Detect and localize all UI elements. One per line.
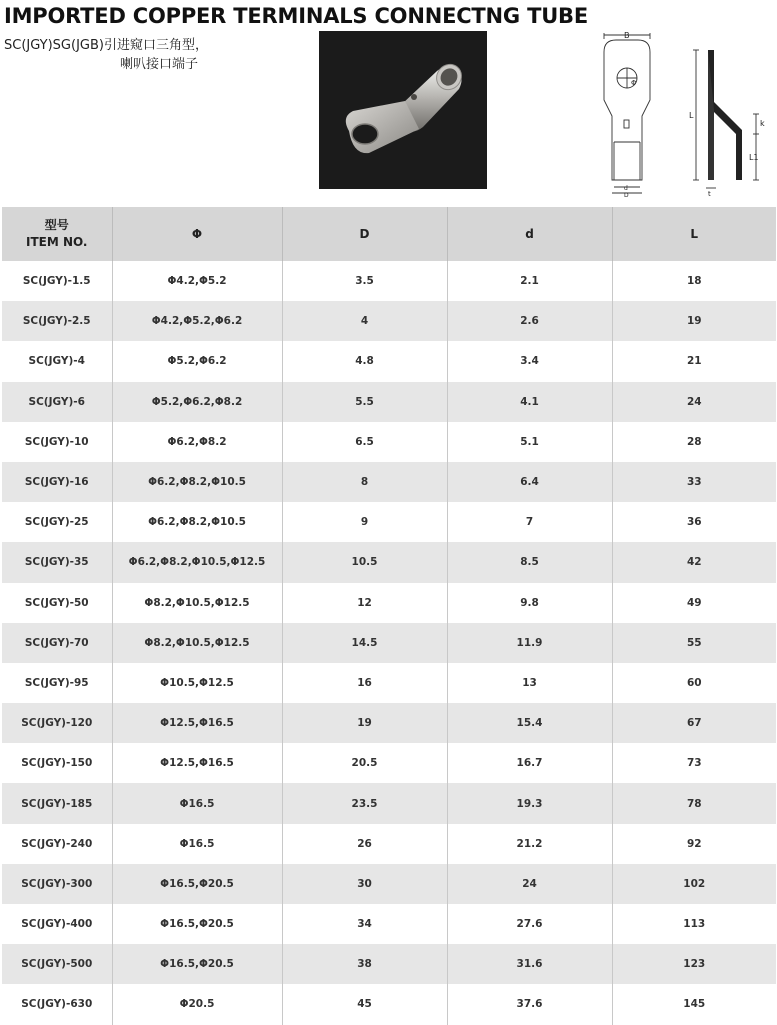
cell-phi: Φ16.5 (112, 783, 282, 823)
cell-d: 14.5 (282, 623, 447, 663)
cell-d: 9.8 (447, 583, 612, 623)
subtitle-line-1: SC(JGY)SG(JGB)引进窥口三角型， (4, 38, 208, 53)
cell-phi: Φ12.5,Φ16.5 (112, 703, 282, 743)
cell-d: 45 (282, 984, 447, 1024)
cell-d: 16.7 (447, 743, 612, 783)
cell-d: 6.4 (447, 462, 612, 502)
cell-d: 7 (447, 502, 612, 542)
cell-l: 60 (612, 663, 776, 703)
table-row (2, 703, 776, 743)
cell-phi: Φ6.2,Φ8.2,Φ10.5,Φ12.5 (112, 542, 282, 582)
cell-item: SC(JGY)-10 (2, 422, 112, 462)
cell-d: 16 (282, 663, 447, 703)
cell-item: SC(JGY)-16 (2, 462, 112, 502)
cell-l: 19 (612, 301, 776, 341)
cell-d: 11.9 (447, 623, 612, 663)
cell-item: SC(JGY)-4 (2, 341, 112, 381)
cell-d: 27.6 (447, 904, 612, 944)
table-row (2, 462, 776, 502)
cell-item: SC(JGY)-6 (2, 382, 112, 422)
column-header-item (2, 207, 112, 261)
table-row (2, 422, 776, 462)
cell-d: 3.5 (282, 261, 447, 301)
cell-l: 78 (612, 783, 776, 823)
cell-item: SC(JGY)-50 (2, 583, 112, 623)
table-row (2, 864, 776, 904)
spec-table (2, 207, 776, 1025)
copper-terminal-photo-icon (319, 31, 487, 189)
page-title: IMPORTED COPPER TERMINALS CONNECTNG TUBE (4, 4, 589, 28)
cell-phi: Φ16.5,Φ20.5 (112, 864, 282, 904)
table-header-row (2, 207, 776, 261)
cell-l: 73 (612, 743, 776, 783)
table-row (2, 824, 776, 864)
table-row (2, 382, 776, 422)
cell-item: SC(JGY)-400 (2, 904, 112, 944)
table-row (2, 944, 776, 984)
cell-phi: Φ5.2,Φ6.2,Φ8.2 (112, 382, 282, 422)
cell-phi: Φ16.5,Φ20.5 (112, 944, 282, 984)
cell-d: 5.1 (447, 422, 612, 462)
column-header-phi: Φ (112, 207, 282, 261)
cell-phi: Φ16.5,Φ20.5 (112, 904, 282, 944)
cell-d: 4.8 (282, 341, 447, 381)
cell-l: 18 (612, 261, 776, 301)
cell-item: SC(JGY)-70 (2, 623, 112, 663)
dim-label-B: B (624, 31, 630, 40)
dim-label-L: L (689, 111, 694, 120)
cell-l: 33 (612, 462, 776, 502)
cell-item: SC(JGY)-25 (2, 502, 112, 542)
table-row (2, 984, 776, 1024)
cell-d: 12 (282, 583, 447, 623)
cell-phi: Φ12.5,Φ16.5 (112, 743, 282, 783)
dim-label-D: D (624, 192, 629, 198)
table-row (2, 301, 776, 341)
cell-item: SC(JGY)-240 (2, 824, 112, 864)
table-row (2, 623, 776, 663)
dim-label-k: k (760, 119, 765, 128)
top-view-outline (604, 40, 650, 180)
table-row (2, 583, 776, 623)
subtitle-line-2: 喇叭接口端子 (120, 57, 199, 72)
table-row (2, 502, 776, 542)
page-subtitle (4, 36, 208, 74)
cell-l: 113 (612, 904, 776, 944)
cell-phi: Φ6.2,Φ8.2,Φ10.5 (112, 502, 282, 542)
cell-d: 8 (282, 462, 447, 502)
cell-d: 38 (282, 944, 447, 984)
cell-item: SC(JGY)-500 (2, 944, 112, 984)
cell-item: SC(JGY)-150 (2, 743, 112, 783)
table-row (2, 542, 776, 582)
technical-drawing (596, 30, 771, 198)
cell-l: 145 (612, 984, 776, 1024)
cell-l: 21 (612, 341, 776, 381)
cell-phi: Φ6.2,Φ8.2,Φ10.5 (112, 462, 282, 502)
cell-l: 42 (612, 542, 776, 582)
table-row (2, 341, 776, 381)
cell-l: 28 (612, 422, 776, 462)
column-header-d: d (447, 207, 612, 261)
cell-d: 5.5 (282, 382, 447, 422)
cell-phi: Φ4.2,Φ5.2,Φ6.2 (112, 301, 282, 341)
cell-d: 26 (282, 824, 447, 864)
cell-item: SC(JGY)-1.5 (2, 261, 112, 301)
column-header-D: D (282, 207, 447, 261)
cell-l: 123 (612, 944, 776, 984)
cell-l: 55 (612, 623, 776, 663)
table-row (2, 663, 776, 703)
cell-d: 24 (447, 864, 612, 904)
cell-d: 34 (282, 904, 447, 944)
product-photo (319, 31, 487, 189)
cell-phi: Φ6.2,Φ8.2 (112, 422, 282, 462)
cell-item: SC(JGY)-185 (2, 783, 112, 823)
cell-l: 24 (612, 382, 776, 422)
cell-phi: Φ5.2,Φ6.2 (112, 341, 282, 381)
cell-item: SC(JGY)-630 (2, 984, 112, 1024)
cell-d: 23.5 (282, 783, 447, 823)
cell-phi: Φ16.5 (112, 824, 282, 864)
cell-item: SC(JGY)-300 (2, 864, 112, 904)
table-body (2, 261, 776, 1025)
cell-l: 49 (612, 583, 776, 623)
cell-d: 4.1 (447, 382, 612, 422)
cell-phi: Φ4.2,Φ5.2 (112, 261, 282, 301)
cell-item: SC(JGY)-95 (2, 663, 112, 703)
dim-label-phi: Φ (631, 79, 637, 87)
cell-d: 20.5 (282, 743, 447, 783)
table-row (2, 783, 776, 823)
cell-l: 92 (612, 824, 776, 864)
cell-item: SC(JGY)-120 (2, 703, 112, 743)
cell-d: 2.6 (447, 301, 612, 341)
cell-d: 3.4 (447, 341, 612, 381)
cell-d: 13 (447, 663, 612, 703)
terminal-dimension-drawing (596, 30, 771, 198)
cell-l: 67 (612, 703, 776, 743)
cell-d: 21.2 (447, 824, 612, 864)
cell-phi: Φ10.5,Φ12.5 (112, 663, 282, 703)
column-header-item-cn: 型号 (44, 218, 69, 232)
dim-label-L1: L1 (749, 153, 759, 162)
cell-d: 4 (282, 301, 447, 341)
cell-d: 30 (282, 864, 447, 904)
cell-d: 8.5 (447, 542, 612, 582)
cell-phi: Φ8.2,Φ10.5,Φ12.5 (112, 583, 282, 623)
cell-l: 102 (612, 864, 776, 904)
column-header-item-en: ITEM NO. (25, 235, 88, 249)
cell-d: 2.1 (447, 261, 612, 301)
table-row (2, 743, 776, 783)
table-row (2, 261, 776, 301)
column-header-L: L (612, 207, 776, 261)
cell-item: SC(JGY)-2.5 (2, 301, 112, 341)
dim-label-d: d (624, 185, 628, 192)
cell-d: 31.6 (447, 944, 612, 984)
table-row (2, 904, 776, 944)
cell-d: 6.5 (282, 422, 447, 462)
cell-d: 9 (282, 502, 447, 542)
cell-d: 37.6 (447, 984, 612, 1024)
cell-d: 19.3 (447, 783, 612, 823)
cell-d: 10.5 (282, 542, 447, 582)
cell-d: 19 (282, 703, 447, 743)
cell-l: 36 (612, 502, 776, 542)
cell-phi: Φ20.5 (112, 984, 282, 1024)
cell-d: 15.4 (447, 703, 612, 743)
dim-label-t: t (708, 190, 711, 198)
cell-phi: Φ8.2,Φ10.5,Φ12.5 (112, 623, 282, 663)
cell-item: SC(JGY)-35 (2, 542, 112, 582)
